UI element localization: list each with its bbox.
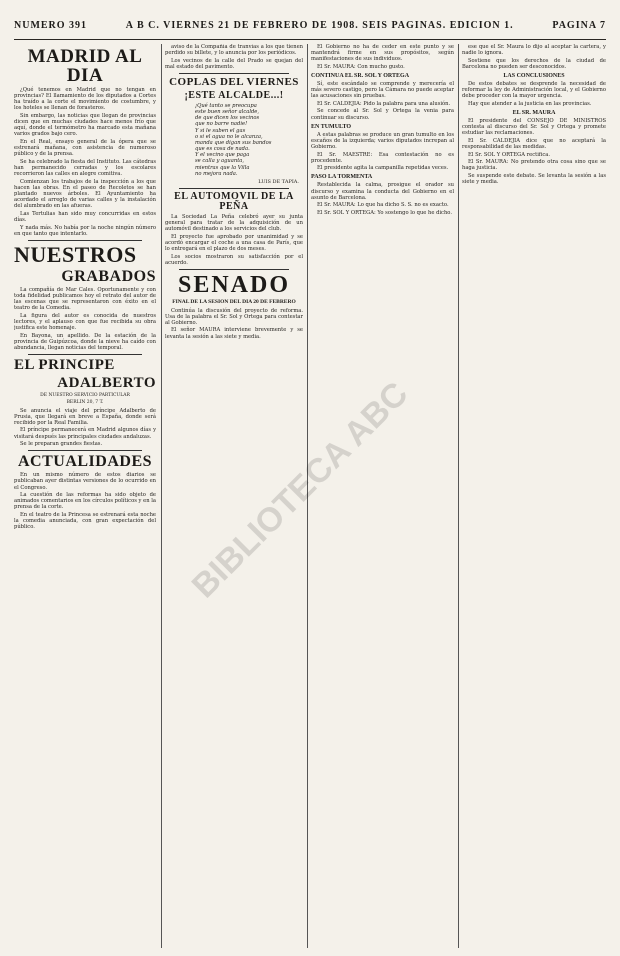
- article-paragraph: De estos debates se desprende la necesidad de reformar la ley de Administración local, y el Gobierno debe proceder con la mayor urgencia.: [462, 81, 606, 100]
- article-paragraph: El príncipe permanecerá en Madrid algunos días y visitará después las principales ciudades andaluzas.: [14, 427, 156, 440]
- grabados-heading: GRABADOS: [61, 267, 156, 285]
- column-divider: [307, 44, 308, 948]
- archive-watermark-stamp: BIBLIOTECA ABC: [184, 374, 416, 606]
- principe-body: [14, 408, 156, 448]
- madrid-al-dia-body: [14, 87, 156, 237]
- tormenta-heading: PASO LA TORMENTA: [311, 174, 373, 181]
- article-paragraph: El Sr. CALDEJIA: Pido la palabra para una alusión.: [317, 100, 451, 107]
- madrid-al-dia-heading: MADRID AL DIA: [27, 46, 143, 86]
- column-3: [311, 44, 454, 950]
- coplas-subheading: ¡ESTE ALCALDE...!: [184, 90, 284, 102]
- article-paragraph: Los socios mostraron su satisfacción por el acuerdo.: [165, 253, 303, 266]
- column-4: [462, 44, 606, 950]
- el-principe-heading: EL PRINCIPE: [14, 357, 115, 374]
- column-1: [14, 44, 156, 950]
- section-rule: [179, 269, 289, 270]
- column-4-intro: [462, 44, 606, 70]
- principe-subheading: DE NUESTRO SERVICIO PARTICULAR: [40, 393, 130, 399]
- tormenta-body: [311, 182, 454, 216]
- article-paragraph: Continúa la discusión del proyecto de reforma. Usa de la palabra el Sr. Sol y Ortega para contestar al Gobierno.: [165, 307, 303, 326]
- section-rule: [28, 354, 142, 355]
- column-2-intro: [165, 44, 303, 70]
- article-paragraph: El Sr. MAURA: Lo que ha dicho S. S. no es exacto.: [317, 202, 449, 209]
- article-paragraph: En un mismo número de estos diarios se publicaban ayer distintas versiones de lo ocurrido en el Congreso.: [14, 472, 156, 491]
- verse-line: de que dicen los vecinos: [195, 115, 260, 122]
- verse-line: mientras que la Villa: [195, 164, 250, 171]
- tumulto-heading: EN TUMULTO: [311, 123, 352, 130]
- article-paragraph: El presidente del CONSEJO DE MINISTROS contesta al discurso del Sr. Sol y Ortega y promete estudiar las reclamaciones.: [462, 118, 606, 137]
- senado-heading: SENADO: [177, 272, 291, 299]
- article-paragraph: Comienzan los trabajos de la inspección a los que hacen las obras. En el paseo de Recoletos se han plantado nuevos árboles. El Ayuntamiento ha acordado el arreglo de varias calles y la instalación del alumbrado en las afueras.: [14, 178, 156, 210]
- newspaper-dateline: A B C. VIERNES 21 DE FEBRERO DE 1908. SEIS PAGINAS. EDICION 1.: [125, 20, 514, 31]
- article-paragraph: Sostiene que los derechos de la ciudad de Barcelona no pueden ser desconocidos.: [462, 57, 606, 70]
- column-3-intro: [311, 44, 454, 70]
- continua-body: [311, 81, 454, 121]
- article-paragraph: Hay que atender a la justicia en las provincias.: [468, 100, 592, 107]
- verse-line: ¡Qué tanto se preocupa: [195, 103, 257, 110]
- article-paragraph: El Sr. CALDEJIA dice que no aceptará la responsabilidad de las medidas.: [462, 137, 606, 151]
- article-paragraph: aviso de la Compañía de tranvías a los que tienen perdido su billete, y lo anuncia por los periódicos.: [165, 44, 303, 57]
- conclusiones-body: [462, 81, 606, 107]
- article-paragraph: La compañía de Mar Cales. Oportunamente y con toda fidelidad publicamos hoy el retrato del autor de las escenas que se representaron con éxito en el teatro de la Comedia.: [14, 286, 156, 312]
- grabados-body: [14, 287, 156, 351]
- section-rule: [28, 240, 142, 241]
- coplas-signature: LUIS DE TAPIA.: [258, 178, 299, 185]
- article-paragraph: A estas palabras se produce un gran tumulto en los escaños de la izquierda; varios diputados increpan al Gobierno.: [311, 131, 454, 151]
- actualidades-body: [14, 472, 156, 530]
- automovil-heading: EL AUTOMOVIL DE LA PEÑA: [174, 191, 294, 213]
- article-paragraph: ¿Qué tenemos en Madrid que no tengan en provincias? El llamamiento de los diputados a Cortes ha traído a la corte el movimiento de costumbre, y los hoteles se llenan de forasteros.: [14, 87, 156, 112]
- article-paragraph: Y nada más. No había por la noche ningún número en que tanto que intentarlo.: [14, 224, 156, 237]
- verse-line: no mejora nada.: [195, 170, 238, 177]
- section-rule: [179, 73, 289, 74]
- article-paragraph: Se concede al Sr. Sol y Ortega la venia para continuar su discurso.: [311, 108, 454, 121]
- continua-heading: CONTINUA EL SR. SOL Y ORTEGA: [311, 73, 410, 80]
- automovil-body: [165, 214, 303, 266]
- column-divider: [161, 44, 162, 948]
- tumulto-body: [311, 132, 454, 172]
- verse-line: Y si le suben el gas: [195, 127, 246, 134]
- coplas-heading: COPLAS DEL VIERNES: [169, 76, 299, 89]
- article-paragraph: El señor MAURA interviene brevemente y se levanta la sesión a las siete y media.: [165, 327, 303, 340]
- article-paragraph: Sí, este escándalo se comprende y merecería el más severo castigo, pero la Cámara no puede aceptar las acusaciones sin pruebas.: [311, 81, 454, 100]
- actualidades-heading: ACTUALIDADES: [17, 453, 153, 471]
- article-paragraph: En Bayona, un apellido. De la estación de la provincia de Guipúzcoa, donde la nieve ha caído con abundancia, llegan noticias del temporal.: [14, 332, 156, 352]
- verse-line: este buen señor alcalde,: [195, 109, 260, 116]
- article-paragraph: Sin embargo, las noticias que llegan de provincias dicen que en muchas ciudades hace menos frío que aquí, donde el termómetro ha marcado esta mañana varios grados bajo cero.: [14, 113, 156, 138]
- article-paragraph: Se ha celebrado la fiesta del Instituto. Las cátedras han permanecido cerradas y los escolares recorrieron las calles en alegre comitiva.: [14, 158, 156, 178]
- article-paragraph: En el Real, ensayo general de la ópera que se estrenará mañana, con asistencia de numeroso público y de la prensa.: [14, 139, 156, 158]
- article-paragraph: El Sr. SOL Y ORTEGA: Yo sostengo lo que he dicho.: [317, 209, 452, 216]
- page-number-right: PAGINA 7: [552, 20, 606, 31]
- verse-line: que no barre nadie!: [195, 121, 248, 128]
- article-paragraph: Las Tertulias han sido muy concurridas en estos días.: [14, 210, 156, 224]
- article-paragraph: El presidente agita la campanilla repetidas veces.: [317, 165, 449, 172]
- principe-dateline: BERLIN 20, 7 T.: [66, 400, 104, 406]
- senado-body: [165, 308, 303, 340]
- article-paragraph: El Sr. SOL Y ORTEGA rectifica.: [468, 151, 550, 158]
- adalberto-heading: ADALBERTO: [57, 375, 156, 392]
- article-paragraph: El Sr. MAESTRE: Esa contestación no es procedente.: [311, 151, 454, 164]
- article-paragraph: La Sociedad La Peña celebró ayer su junta general para tratar de la adquisición de un automóvil destinado a los servicios del club.: [165, 214, 303, 233]
- article-paragraph: La figura del autor es conocida de nuestros lectores, y el aplauso con que fue recibida su obra justifica este homenaje.: [14, 312, 156, 332]
- verse-line: se calla y aguanta,: [195, 158, 245, 165]
- page-number-left: NUMERO 391: [14, 20, 88, 31]
- article-paragraph: Se suspende este debate. Se levanta la sesión a las siete y media.: [462, 172, 606, 185]
- masthead-rule: [14, 39, 606, 40]
- verse-line: manda que digan sus bandos: [195, 139, 272, 146]
- article-paragraph: El Sr. MAURA: No pretendo otra cosa sino que se haga justicia.: [462, 159, 606, 172]
- section-rule: [28, 450, 142, 451]
- article-paragraph: Los vecinos de la calle del Prado se quejan del mal estado del pavimento.: [165, 57, 303, 70]
- article-paragraph: ese que el Sr. Maura lo dijo al aceptar la cartera, y nadie lo ignora.: [462, 44, 606, 57]
- article-paragraph: En el teatro de la Princesa se estrenará esta noche la comedia anunciada, con gran expectación del público.: [14, 512, 156, 531]
- page-masthead: [14, 20, 606, 38]
- verse-line: o si el agua no le alcanza,: [195, 133, 263, 140]
- sr-maura-heading: EL SR. MAURA: [512, 110, 556, 117]
- conclusiones-heading: LAS CONCLUSIONES: [503, 73, 565, 80]
- article-paragraph: El Sr. MAURA: Con mucho gusto.: [317, 63, 405, 70]
- article-paragraph: El Gobierno no ha de ceder en este punto y se mantendrá firme en sus propósitos, según manifestaciones de sus individuos.: [311, 44, 454, 63]
- nuestros-heading: NUESTROS: [14, 241, 137, 267]
- article-paragraph: La cuestión de las reformas ha sido objeto de animados comentarios en los círculos políticos y en la prensa de la corte.: [14, 492, 156, 511]
- sr-maura-body: [462, 118, 606, 185]
- section-rule: [179, 188, 289, 189]
- article-paragraph: Restablecida la calma, prosigue el orador su discurso y examina la conducta del Gobierno en el asunto de Barcelona.: [311, 182, 454, 201]
- article-paragraph: Se anuncia el viaje del príncipe Adalberto de Prusia, que llegará en breve a España, donde será recibido por la Real Familia.: [14, 407, 156, 426]
- article-paragraph: Se le preparan grandes fiestas.: [20, 441, 103, 448]
- senado-subheading: FINAL DE LA SESION DEL DIA 20 DE FEBRERO: [172, 299, 296, 306]
- verse-line: Y el vecino que paga: [195, 152, 250, 159]
- column-2: [165, 44, 303, 950]
- verse-line: que es cosa de nada.: [195, 146, 250, 153]
- article-paragraph: El proyecto fue aprobado por unanimidad y se acordó encargar el coche a una casa de París, que lo entregará en el plazo de dos meses.: [165, 233, 303, 253]
- column-divider: [458, 44, 459, 948]
- coplas-verses: [165, 103, 303, 177]
